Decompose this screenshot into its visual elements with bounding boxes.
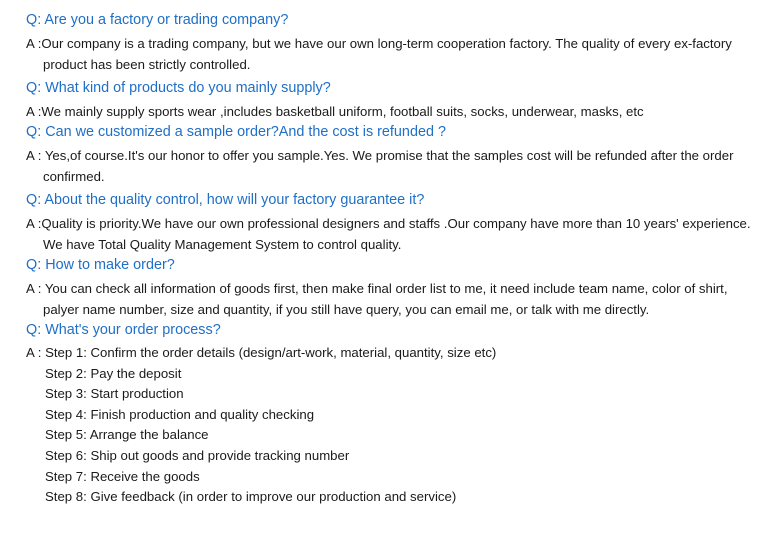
answer-line: product has been strictly controlled. — [43, 57, 251, 72]
faq-item — [26, 10, 766, 75]
faq-answer — [26, 101, 766, 122]
order-process-steps — [26, 343, 766, 508]
faq-question: Q: Can we customized a sample order?And the cost is refunded ? — [26, 124, 446, 140]
process-step: Step 6: Ship out goods and provide tracking number — [45, 447, 350, 463]
faq-answer — [26, 33, 766, 75]
faq-answer — [26, 278, 766, 320]
process-step: Step 5: Arrange the balance — [45, 427, 209, 443]
answer-prefix: A : — [26, 345, 46, 360]
faq-item — [26, 122, 766, 187]
step-text: Step 1: Confirm the order details (design/art-work, material, quantity, size etc) — [45, 345, 497, 360]
process-step — [26, 343, 766, 364]
faq-question: Q: What's your order process? — [26, 322, 221, 338]
faq-item — [26, 190, 766, 255]
answer-line: A :We mainly supply sports wear ,includes basketball uniform, football suits, socks, underwear, masks, etc — [26, 104, 644, 119]
answer-line: We have Total Quality Management System to control quality. — [43, 237, 402, 252]
faq-item — [26, 255, 766, 320]
faq-question: Q: How to make order? — [26, 257, 175, 273]
faq-question: Q: What kind of products do you mainly supply? — [26, 80, 331, 96]
faq-section — [26, 10, 766, 508]
process-step: Step 4: Finish production and quality checking — [45, 406, 315, 422]
faq-item — [26, 78, 766, 122]
answer-line: confirmed. — [43, 169, 105, 184]
answer-line: palyer name number, size and quantity, if you still have query, you can email me, or talk with me directly. — [43, 302, 650, 317]
faq-question: Q: About the quality control, how will your factory guarantee it? — [26, 192, 425, 208]
faq-answer — [26, 213, 766, 255]
answer-line: A :Quality is priority.We have our own professional designers and staffs .Our company have more than 10 years' experience. — [26, 216, 751, 231]
process-step: Step 2: Pay the deposit — [45, 365, 182, 381]
process-step: Step 3: Start production — [45, 386, 184, 402]
faq-question: Q: Are you a factory or trading company? — [26, 12, 289, 28]
process-step: Step 7: Receive the goods — [45, 468, 200, 484]
faq-answer — [26, 145, 766, 187]
process-step: Step 8: Give feedback (in order to improve our production and service) — [45, 489, 457, 505]
faq-item — [26, 320, 766, 508]
answer-line: A : Yes,of course.It's our honor to offer you sample.Yes. We promise that the samples cost will be refunded after the order — [26, 148, 734, 163]
answer-line: A : You can check all information of goods first, then make final order list to me, it need include team name, color of shirt, — [26, 281, 728, 296]
answer-line: A :Our company is a trading company, but we have our own long-term cooperation factory. The quality of every ex-factory — [26, 36, 732, 51]
